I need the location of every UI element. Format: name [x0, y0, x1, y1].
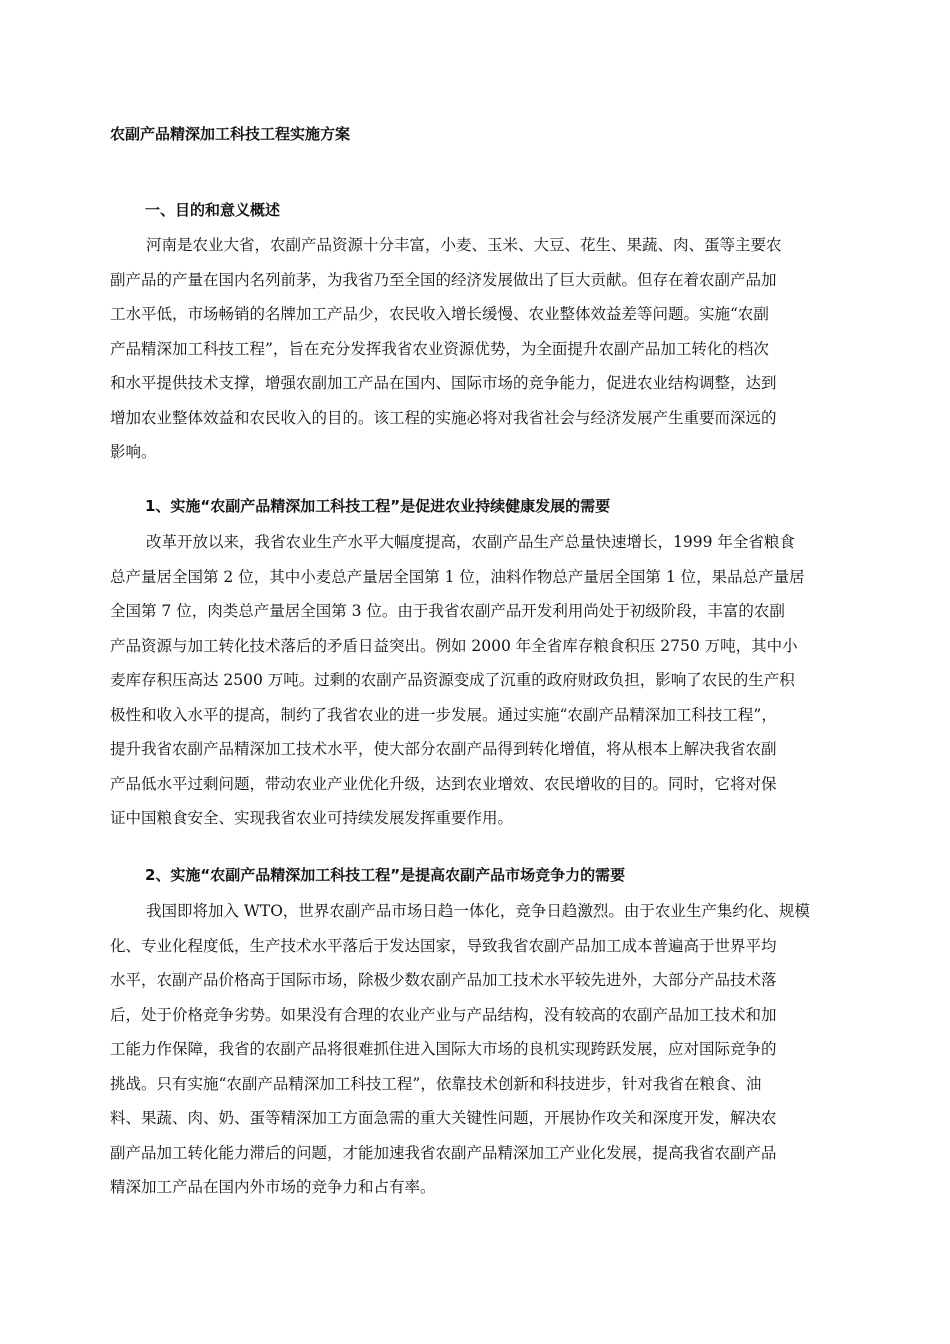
paragraph-line: 总产量居全国第 2 位，其中小麦总产量居全国第 1 位，油料作物总产量居全国第 1 位，果品总产量居: [110, 567, 805, 586]
paragraph-purpose: [110, 228, 850, 470]
paragraph-line: 证中国粮食安全、实现我省农业可持续发展发挥重要作用。: [110, 809, 514, 827]
section-heading-market-competitiveness: 2、实施“农副产品精深加工科技工程”是提高农副产品市场竞争力的需要: [145, 866, 626, 884]
paragraph-line: 改革开放以来，我省农业生产水平大幅度提高，农副产品生产总量快速增长，1999 年全省粮食: [146, 533, 795, 551]
paragraph-line: 工能力作保障，我省的农副产品将很难抓住进入国际大市场的良机实现跨跃发展，应对国际竞争的: [110, 1040, 777, 1058]
paragraph-line: 全国第 7 位，肉类总产量居全国第 3 位。由于我省农副产品开发利用尚处于初级阶段，丰富的农副: [110, 602, 785, 620]
paragraph-line: 后，处于价格竞争劣势。如果没有合理的农业产业与产品结构，没有较高的农副产品加工技术和加: [110, 1005, 777, 1024]
paragraph-line: 影响。: [110, 443, 157, 461]
paragraph-line: 产品精深加工科技工程”，旨在充分发挥我省农业资源优势，为全面提升农副产品加工转化的档次: [110, 339, 769, 358]
paragraph-line: 水平，农副产品价格高于国际市场，除极少数农副产品加工技术水平较先进外，大部分产品技术落: [110, 971, 777, 989]
paragraph-line: 副产品加工转化能力滞后的问题，才能加速我省农副产品精深加工产业化发展，提高我省农副产品: [110, 1143, 777, 1162]
section-heading-sustainable-development: 1、实施“农副产品精深加工科技工程”是促进农业持续健康发展的需要: [145, 497, 611, 515]
paragraph-line: 精深加工产品在国内外市场的竞争力和占有率。: [110, 1178, 436, 1196]
paragraph-line: 料、果蔬、肉、奶、蛋等精深加工方面急需的重大关键性问题，开展协作攻关和深度开发，解决农: [110, 1109, 777, 1127]
paragraph-line: 挑战。只有实施“农副产品精深加工科技工程”，依靠技术创新和科技进步，针对我省在粮食、油: [110, 1074, 762, 1093]
paragraph-line: 我国即将加入 WTO，世界农副产品市场日趋一体化，竞争日趋激烈。由于农业生产集约化、规模: [146, 902, 810, 920]
paragraph-line: 副产品的产量在国内名列前茅，为我省乃至全国的经济发展做出了巨大贡献。但存在着农副产品加: [110, 270, 777, 289]
paragraph-line: 河南是农业大省，农副产品资源十分丰富，小麦、玉米、大豆、花生、果蔬、肉、蛋等主要农: [146, 236, 782, 254]
paragraph-line: 麦库存积压高达 2500 万吨。过剩的农副产品资源变成了沉重的政府财政负担，影响了农民的生产积: [110, 671, 795, 689]
paragraph-market-competitiveness: [110, 894, 850, 1205]
section-heading-purpose: 一、目的和意义概述: [145, 201, 281, 219]
paragraph-line: 和水平提供技术支撑，增强农副加工产品在国内、国际市场的竞争能力，促进农业结构调整，达到: [110, 374, 777, 392]
paragraph-line: 产品资源与加工转化技术落后的矛盾日益突出。例如 2000 年全省库存粮食积压 2750 万吨，其中小: [110, 636, 798, 655]
paragraph-line: 工水平低，市场畅销的名牌加工产品少，农民收入增长缓慢、农业整体效益差等问题。实施“农副: [110, 305, 769, 323]
document-title: 农副产品精深加工科技工程实施方案: [110, 125, 351, 143]
paragraph-line: 极性和收入水平的提高，制约了我省农业的进一步发展。通过实施“农副产品精深加工科技工程”，: [110, 705, 777, 724]
paragraph-line: 增加农业整体效益和农民收入的目的。该工程的实施必将对我省社会与经济发展产生重要而深远的: [110, 408, 777, 427]
paragraph-line: 产品低水平过剩问题，带动农业产业优化升级，达到农业增效、农民增收的目的。同时，它将对保: [110, 774, 777, 793]
paragraph-line: 化、专业化程度低，生产技术水平落后于发达国家，导致我省农副产品加工成本普遍高于世界平均: [110, 936, 777, 955]
paragraph-sustainable-development: [110, 525, 850, 836]
paragraph-line: 提升我省农副产品精深加工技术水平，使大部分农副产品得到转化增值，将从根本上解决我省农副: [110, 740, 777, 758]
